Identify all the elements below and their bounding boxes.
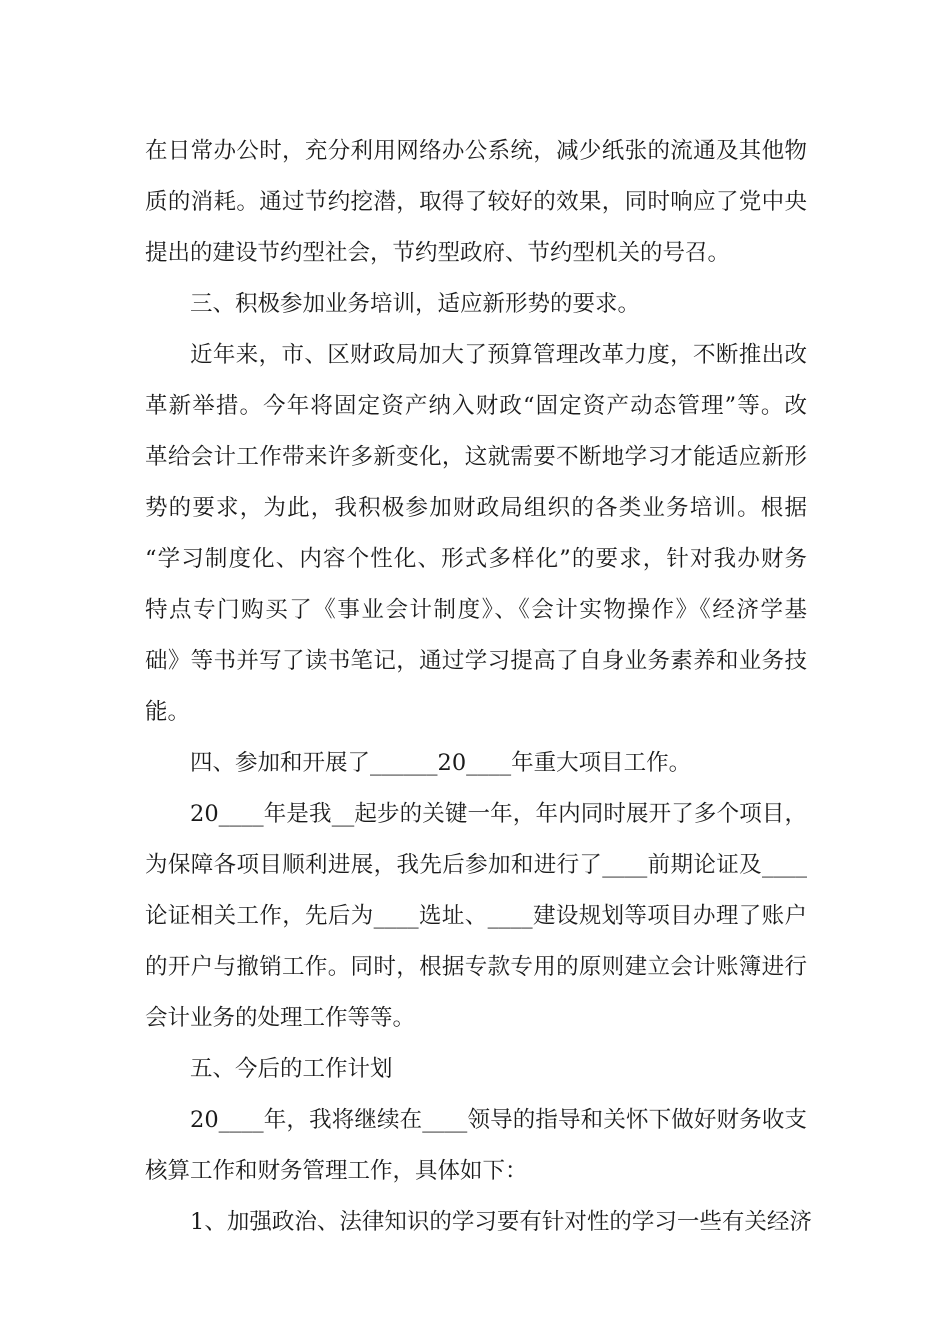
text-line: 的开户与撤销工作。同时，根据专款专用的原则建立会计账簿进行 xyxy=(145,954,807,980)
text-line: 近年来，市、区财政局加大了预算管理改革力度，不断推出改 xyxy=(190,342,807,368)
text-line: 为保障各项目顺利进展，我先后参加和进行了____前期论证及____ xyxy=(145,852,807,878)
text-line: 质的消耗。通过节约挖潜，取得了较好的效果，同时响应了党中央 xyxy=(145,189,807,215)
text-line: 革给会计工作带来许多新变化，这就需要不断地学习才能适应新形 xyxy=(145,444,807,470)
text-line: 论证相关工作，先后为____选址、____建设规划等项目办理了账户 xyxy=(145,903,807,929)
text-line: 革新举措。今年将固定资产纳入财政“固定资产动态管理”等。改 xyxy=(145,393,807,419)
text-line: 提出的建设节约型社会，节约型政府、节约型机关的号召。 xyxy=(145,240,731,266)
text-line: 在日常办公时，充分利用网络办公系统，减少纸张的流通及其他物 xyxy=(145,138,807,164)
text-line: “学习制度化、内容个性化、形式多样化”的要求，针对我办财务 xyxy=(145,546,807,572)
text-line: 20____年，我将继续在____领导的指导和关怀下做好财务收支 xyxy=(190,1107,807,1133)
text-line: 础》等书并写了读书笔记，通过学习提高了自身业务素养和业务技 xyxy=(145,648,807,674)
text-line: 能。 xyxy=(145,699,191,725)
text-line: 20____年是我__起步的关键一年，年内同时展开了多个项目， xyxy=(190,801,807,827)
text-line: 1、加强政治、法律知识的学习要有针对性的学习一些有关经济 xyxy=(190,1209,812,1235)
text-line: 三、积极参加业务培训，适应新形势的要求。 xyxy=(190,291,641,317)
document-body xyxy=(145,126,812,1248)
text-line: 核算工作和财务管理工作，具体如下： xyxy=(145,1158,528,1184)
text-line: 特点专门购买了《事业会计制度》、《会计实物操作》《经济学基 xyxy=(145,597,807,623)
text-line: 四、参加和开展了______20____年重大项目工作。 xyxy=(190,750,692,776)
text-line: 势的要求，为此，我积极参加财政局组织的各类业务培训。根据 xyxy=(145,495,807,521)
text-line: 会计业务的处理工作等等。 xyxy=(145,1005,416,1031)
text-line: 五、今后的工作计划 xyxy=(190,1056,393,1082)
